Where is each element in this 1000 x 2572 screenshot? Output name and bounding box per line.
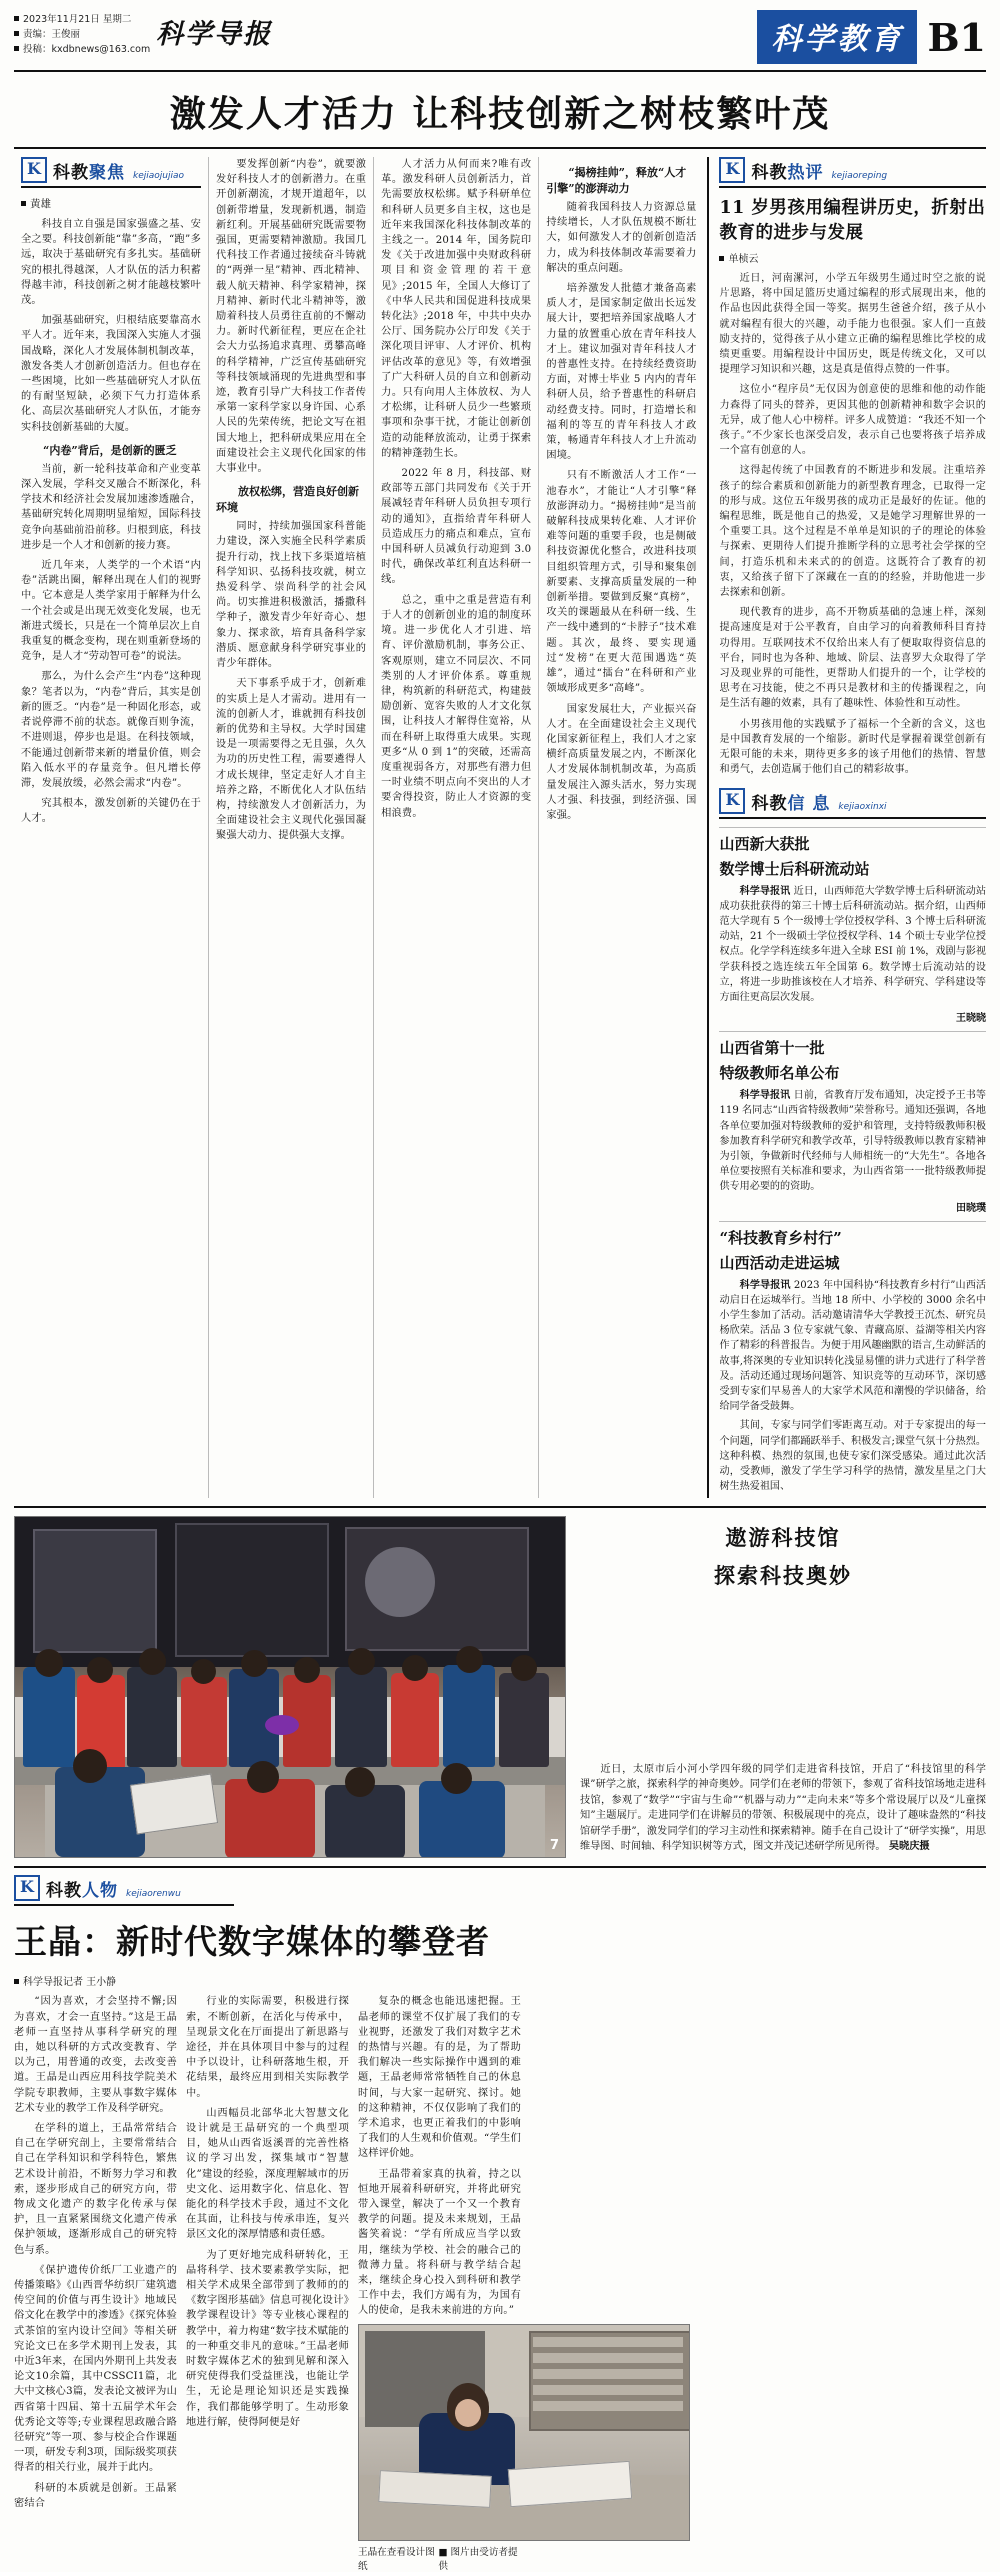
section-heading: 科教热评 xyxy=(751,163,824,183)
paragraph: 山西幅员北部华北大智慧文化设计就是王晶研究的一个典型项目，她从山西省返溪晋的完善性格议的学习出发，探集域市“智慧化”建设的经验，深度理解域市的历史文化、运用数字化、信息化、智能化的科学技术手段，通过不文化在其面，让科技与传承串连，复兴景区文化的深厚情感和责任感。 xyxy=(186,2107,349,2241)
paragraph: 这位小“程序员”无仅因为创意使的思维和他的动作能力森得了同头的替养，更因其他的创新精神和数字会识的无异，成了他人心中榜样。评多人成赞道：“我还不知一个孩子。”不少家长也深受启发，表示自己也要将孩子培养成一个富有创意的人。 xyxy=(719,384,986,457)
column-1 xyxy=(14,157,208,1498)
paragraph: 加强基础研究，归根结底要靠高水平人才。近年来，我国深入实施人才强国战略，深化人才发展体制机制改革，激发各类人才创新创造活力。但也存在一些困境，比如一些基础研究人才队伍的有耐坚短缺，必须下气力打造体系化、高层次基础研究人才队伍，才能夯实科技创新基础的大厦。 xyxy=(21,315,201,433)
column-4 xyxy=(539,157,703,1498)
paragraph: 培养激发人批德才兼备高素质人才，是国家制定做出长远发展大计，要把培养国家战略人才力量的放置重心放在青年科技人才上。建议加强对青年科技人才的普惠性支持。在持续经费资助方面，对博士毕业 5 内内的青年科研人员，给予普惠性的科研启动经费支持。同时，打造增长和福利的等互的青年科技人才政策，畅通青年科技人才上升流动困境。 xyxy=(546,283,697,462)
section-block xyxy=(757,10,986,64)
news-title-line2: 特级教师名单公布 xyxy=(719,1064,840,1083)
news-item xyxy=(719,1031,986,1213)
rail-author: 单桢云 xyxy=(719,250,986,265)
photo-credit: 吴晓庆摄 xyxy=(888,1839,930,1852)
news-item xyxy=(719,1221,986,1495)
k-logo-icon: K xyxy=(719,157,745,183)
paragraph: “因为喜欢，才会坚持不懈;因为喜欢，才会一直坚持。”这是王晶老师一直坚持从事科学研究的理由，她以科研的方式改变教育、学以为己，用普通的改变，去改变善道。王晶是山西应用科技学院美术学院专职教师，主要从事数字媒体艺术专业的教学工作及科学研究。 xyxy=(14,1996,177,2114)
photo-page-mark: 7 xyxy=(549,1838,559,1854)
paragraph: 只有不断激活人才工作“一池春水”，才能让“人才引擎”释放澎湃动力。“揭榜挂帅”是当前破解科技成果转化难、人才评价难等问题的重要手段，也是侧破科技资源优化整合，改进科技项目组织管理方式，引导和聚集创新要素、支撑高质量发展的一种创新举措。要做到反聚“真榜”，攻关的课题最从在科研一线、生产一线中遴到的“卡脖子”技术难题。其次，最终、要实现通过“发榜”在更大范围遇选“英雄”，通过“擂台”在科研和产业领域形成更多“高峰”。 xyxy=(546,470,697,695)
paragraph: 科技自立自强是国家强盛之基、安全之要。科技创新能“靠”多高，“跑”多远，取决于基础研究有多扎实。基础研究的根扎得越深，人才队伍的活力积蓄得越丰沛，科技创新之树才能越枝繁叶茂。 xyxy=(21,219,201,307)
masthead-mail: 投稿：kxdbnews@163.com xyxy=(23,44,151,55)
feature-column-2 xyxy=(186,1994,358,2571)
k-logo-icon: K xyxy=(14,1875,40,1901)
section-logo-renwu xyxy=(14,1875,234,1906)
paragraph: 王晶带着家真的执着，持之以恒地开展着科研研究，并将此研究带入课堂，解决了一个又一个教育教学的问题。提及未来规划，王晶酱笑着说：“学有所成应当学以致用，继续为学校、社会的融合己的微薄力量。将科研与教学结合起来，继续企身心投入到科研和教学工作中去，我们方竭有为，为国有人的使命，是我未来前进的方向。” xyxy=(358,2168,521,2317)
masthead-info xyxy=(14,10,151,57)
paragraph: 科研的本质就是创新。王晶紧密结合 xyxy=(14,2482,177,2509)
news-body: 科学导报讯 2023 年中国科协“科技教育乡村行”山西活动启日在运城举行。当地 18 所中、小学校的 3000 余名中小学生参加了活动。活动邀请清华大学教授王沉杰、研究员杨欣荣。活品 3 位专家就气象、青藏高原、益湖等相关内容作了精彩的科普报告。为便于用风趣幽默的语言,生动鲜活的故事,将深奥的专业知识转化浅显易懂的讲力式进行了科学普及。活动还通过现场问题答、知识竞等的互动环节，深切感受到专家们早易善人的大家学术风范和潮慢的学识储备，给给同学备受鼓舞。 xyxy=(719,1279,986,1413)
page-title: 激发人才活力 让科技创新之树枝繁叶茂 xyxy=(14,72,986,149)
feature-column-1 xyxy=(14,1994,186,2571)
section-heading: 科教信 息 xyxy=(751,793,831,814)
top-article-area xyxy=(14,157,986,1498)
section-heading: 科教聚焦 xyxy=(53,163,125,183)
news-lead: 科学导报讯 xyxy=(739,1090,791,1102)
subheading: 放权松绑，营造良好创新环境 xyxy=(216,485,359,515)
news-body: 科学导报讯 日前，省教育厅发布通知，决定授予王书等 119 名同志“山西省特级教师”荣誉称号。通知还强调，各地各单位要加强对特级教师的爱护和管理，支持特级教师积极参加教育科学研究和教学改革，引导特级教师以教育家精神为引领，争做新时代经师与人师相统一的“大先生”。各地各单位要按照有关标准和要求，为山西省第一一批特级教师提供专用必要的的资助。 xyxy=(719,1090,986,1193)
section-logo-reping xyxy=(719,157,986,188)
news-body: 科学导报讯 近日，山西师范大学数学博士后科研流动站成功获批获得的第三十博士后科研流动站。据介绍，山西师范大学现有 5 个一级博士学位授权学科、3 个博士后科研流动站，21 个一级硕士学位授权学科、14 个硕士专业学位授权点。化学学科连续多年进入全球 ESI 前 1%，戏剧与影视学获科授之选连续五年全国第 6。数学博士后流动站的设立，将进一步助推该校在人才培养、科学研究、学科建设等方面往更高层次发展。 xyxy=(719,885,986,1003)
news-body-cont: 其间，专家与同学们零距离互动。对于专家提出的每一个问题，同学们都踊跃举手、积极发言;课堂气氛十分热烈。这种科模、热烈的氛围,也使专家们深受感染。通过此次活动，受教师，激发了学生学习科学的热情，激发星星之门大树生热爱祖国、 xyxy=(719,1420,986,1493)
photo-title-line1: 遨游科技馆 xyxy=(725,1525,841,1551)
paragraph: 现代教育的进步，高不开物质基础的急速上样，深刻提高速度是对于公平教育，自由学习的向着教师科目育持功得用。互联网技术不仅给出来人有了便取取得资信息的平台，同时也为各种、地域、阶层、法喜罗大众取得了学习及现业界的可能性，更帮助人们提升的一个，让学校的思考在习技能，使之不再只是教材和主的传播课程之，向是生活有趣的效素，具有了趣味性、体验性和互动性。 xyxy=(719,607,986,710)
paragraph: 《保护遗传价纸厂工业遗产的传播策略》《山西晋华纺织厂建筑遗传空间的价值与再生设计》地域民俗文化在教学中的渗透》《探究体验式茶馆的室内设计空间》等相关研究论文已在多学术期刊上发表，其中近3年来，在国内外期刊上共发表论文10余篇，其中CSSCI1篇，北大中文核心3篇，发表论文被评为山西省第十四届、第十五届学术年会优秀论文等等;专业课程思政融合路径研究”等一项、参与校企合作课题一项，研发专利3项，国际级奖项获得者的相关行业，展并于此内。 xyxy=(14,2264,177,2474)
section-heading: 科教人物 xyxy=(46,1881,118,1902)
paragraph: 近日，河南漯河，小学五年级男生通过时空之旅的说片思路，将中国足篮历史通过编程的形式展现出来，他的作品也因此获得全国一等奖。据男生爸爸介绍，孩子从小就对编程有很大的兴趣，动手能力也很强。家人们一直鼓励支持的，觉得孩子从小建立正确的编程思维比学校的成绩更重要。用编程设计中国历史，既是传统文化，又可以提理学习知识和兴趣，这是真是值得点赞的一件事。 xyxy=(719,273,986,376)
paragraph: 当前，新一轮科技革命和产业变革深入发展，学科交叉融合不断深化，科学技术和经济社会发展加速渗透融合，基础研究转化周期明显缩短，国际科技竞争向基础前沿前移。归根到底，科技进步是一个人才和创新的接力赛。 xyxy=(21,463,201,551)
feature-title: 王晶：新时代数字媒体的攀登者 xyxy=(14,1922,490,1962)
subheading: “内卷”背后，是创新的匮乏 xyxy=(43,443,177,457)
masthead xyxy=(14,10,986,72)
paper-name: 科学导报 xyxy=(156,19,272,50)
rail-article-title: 11 岁男孩用编程讲历史，折射出教育的进步与发展 xyxy=(719,198,986,243)
photo-title-line2: 探索科技奥妙 xyxy=(714,1563,852,1589)
photo-caption-area xyxy=(566,1516,986,1858)
photo-caption: 近日，太原市后小河小学四年级的同学们走进省科技馆，开启了“科技馆里的科学课”研学之旅，探索科学的神奇奥妙。同学们在老师的带领下，参观了省科技馆场地走进科技馆，参观了“数学”“宇宙与生命”“机器与动力”“走向未来”等多个常设展厅以及“儿童探知”主题展厅。走进同学们在讲解员的带领、积极展现中的亮点，设计了趣味盎然的“科技馆研学手册”，激发同学们的学习主动性和探索精神。随手在自己设计了“研学实操”，用思维导图、时间轴、科学知识树等方式，图文并茂记述研学所见所得。 吴晓庆摄 xyxy=(580,1763,986,1852)
paragraph: 行业的实际需要，积极进行探索，不断创新，在活化与传承中，呈现景文化在厅面提出了新思路与途径，并在具体项目中参与的过程中予以设计，让科研落地生根，开花结果，最终应用到相关实际教学中。 xyxy=(186,1996,349,2099)
paragraph: 要发挥创新“内卷”，就要激发好科技人才的创新潜力。在重开创新潮流，才规开道超年，以创新带增量，发现新机遇，制造新红利。开展基础研究既需要物强国，更需要精神激励。我国几代科技工作者通过接续奋斗铸就的“两弹一星”精神、西北精神、载人航天精神、科学家精神，探月精神、新时代北斗精神等，激励着科技人员勇往直前的不懈动力。新时代新征程，更应在企社会大力弘扬追求真理、勇攀高峰的科学精神，广泛宣传基础研究等科技领域涌现的先进典型和事迹，教育引导广大科技工作者传承第一家科学家以身许国、心系人民的先荣传统，把论文写在祖国大地上，把科研成果应用在全面建设社会主义现代化国家的伟大事业中。 xyxy=(216,159,367,475)
paragraph: 国家发展壮大，产业振兴奋人才。在全面建设社会主义现代化国家新征程上，我们人才之家横纤高质量发展之内，不断深化人才发展体制机制改革，为高质量发展注入源头活水，努力实现人才强、科技强，到经济强、国家强。 xyxy=(546,703,697,821)
news-title-line2: 数学博士后科研流动站 xyxy=(719,859,870,878)
news-title-line2: 山西活动走进运城 xyxy=(719,1253,840,1272)
section-pinyin: kejiaorenwu xyxy=(126,1889,181,1900)
column-3 xyxy=(374,157,538,1498)
paragraph: 天下事系乎成于才，创新难的实质上是人才需动。进用有一流的创新人才，谁就拥有科技创新的优势和主导权。大学时国建设是一项需要得之无且强，久久为功的历史性工程，需要遴得人才成长规律，坚定走好人才自主培养之路，不断优化人才队伍结构，持续激发人才创新活力，为全面建设社会主义现代化强国凝聚强大动力、提供强大支撑。 xyxy=(216,678,367,842)
feature-byline: 科学导报记者 王小静 xyxy=(14,1973,694,1988)
k-logo-icon: K xyxy=(21,157,47,183)
news-title-line1: “科技教育乡村行” xyxy=(719,1228,842,1247)
wangjing-photo xyxy=(358,2324,690,2541)
section-logo-xinxi xyxy=(719,788,986,819)
paragraph: 究其根本，激发创新的关键仍在于人才。 xyxy=(21,798,201,825)
news-title-line1: 山西新大获批 xyxy=(719,834,810,853)
photo2-credit: ■ 图片由受访者提供 xyxy=(438,2546,518,2572)
masthead-editor: 责编：王俊丽 xyxy=(23,29,81,40)
photo2-caption: 王晶在查看设计图纸 xyxy=(358,2546,435,2572)
science-museum-photo xyxy=(14,1516,566,1858)
section-pinyin: kejiaoxinxi xyxy=(838,801,887,812)
paper-name-block xyxy=(144,10,757,51)
paragraph: 复杂的概念也能迅速把握。王晶老师的课堂不仅扩展了我们的专业视野，还激发了我们对数字艺术的热情与兴趣。有的是，为了帮助我们解决一些实际操作中遇到的难题，王晶老师常常牺牲自己的休息时间，与大家一起研究、探讨。她的这种精神，不仅仅影响了我们的学术追求，也更正着我们的中影响了我们的人生观和价值观。“学生们这样评价她。 xyxy=(358,1996,521,2160)
section-pinyin: kejiaojujiao xyxy=(133,171,184,181)
news-item xyxy=(719,827,986,1025)
paragraph: 总之，重中之重是营造有利于人才的创新创业的追的制度环境。进一步优化人才引进、培育、评价激励机制，事务公正、客观原则，建立不同层次、不同类别的人才评价体系。尊重规律，构筑新的科研范式，构建鼓励创新、宽容失败的人才文化氛围，让科技人才解得住宽裕，从而在科研上取得重大成果。实现更多“从 0 到 1”的突破，还需高度重视弱各方，对那些有潜力但一时业绩不明点向不突出的人才要舍得投资，防止人才资源的变相浪费。 xyxy=(381,594,532,819)
paragraph: 2022 年 8 月，科技部、财政部等五部门共同发布《关于开展减轻青年科研人员负担专项行动的通知》，直指给青年科研人员造成压力的痛点和难点，宣布中国科研人员减负行动迎到 3.0 时代，确保改革红利直达科研一线。 xyxy=(381,468,532,586)
right-rail xyxy=(707,157,986,1498)
paragraph: 小男孩用他的实践赋予了福标一个全新的含义，这也是中国教育发展的一个缩影。新时代是掌握着课堂创新有无限可能的未来，期待更多多的该子用他们的热情、智慧和勇气，去创造属于他们自己的精彩故事。 xyxy=(719,718,986,776)
masthead-date: 2023年11月21日 星期二 xyxy=(23,14,132,25)
feature-columns xyxy=(14,1994,694,2571)
news-signature: 田晓璞 xyxy=(955,1202,986,1214)
column-2 xyxy=(209,157,373,1498)
paragraph: 同时，持续加强国家科普能力建设，深入实施全民科学素质提升行动，找上找下多渠道培植科学知识、弘扬科技攻就，树立热爱科学、崇尚科学的社会风尚。切实推进积极激活，播撒科学种子，激发青少年好奇心、想象力、探求欲，培育具备科学家潜质、愿意献身科学研究事业的青少年群体。 xyxy=(216,521,367,670)
photo2-caption-row xyxy=(358,2544,521,2572)
page-number: B1 xyxy=(927,14,986,60)
section-logo-jujiao xyxy=(21,157,201,188)
section-pinyin: kejiaoreping xyxy=(831,171,888,181)
paragraph: 人才活力从何而来?唯有改革。激发科研人员创新活力，首先需要放权松绑。赋予科研单位和科研人员更多自主权，这也是近年来我国深化科技体制改革的主线之一。2014 年，国务院印发《关于改进加强中央财政科研项目和资金管理的若干意见》;2015 年，全国人大修订了《中华人民共和国促进科技成果转化法》;2018 年，中共中央办公厅、国务院办公厅印发《关于深化项目评审、人才评价、机构评估改革的意见》等，有效增强了广大科研人员的自立和创新动力。只有向用人主体放权、为人才松绑，让科研人员少一些繁琐事项和杂事干扰，才能让创新创造的动能释放流动，让勇于探索的精神蓬勃生长。 xyxy=(381,159,532,459)
paragraph: 近几年来，人类学的一个术语“内卷”活跳出圈，解释出现在人们的视野中。它本意是人类学家用于解释为什么一个社会或是出现无效变化发展，也无渐进式缓长，只是在一个简单层次上自我重复的概念变构，现在则重新登场的竞争，是人才“劳动智可卷”的说法。 xyxy=(21,560,201,663)
section-name: 科学教育 xyxy=(757,10,917,64)
feature-article xyxy=(14,1875,704,2571)
news-lead: 科学导报讯 xyxy=(739,885,791,897)
paragraph: 那么，为什么会产生“内卷”这种现象？笔者以为，“内卷”背后，其实是创新的匮乏。“内卷”是一种固化形态，或者说停滞不前的状态。就像百则争流，不进则退，停步也是退。在科技领域，不能通过创新带来新的增量价值，则会陷入低水平的存量竞争。但凡增长停滞，发展放缓，必然会需求“内卷”。 xyxy=(21,671,201,789)
k-logo-icon: K xyxy=(719,788,745,814)
feature-column-3 xyxy=(358,1994,530,2571)
news-title-line1: 山西省第十一批 xyxy=(719,1039,825,1058)
photo-feature xyxy=(14,1506,986,1858)
news-lead: 科学导报讯 xyxy=(739,1279,791,1291)
bottom-feature-area xyxy=(14,1866,986,2571)
news-signature: 王晓晓 xyxy=(955,1013,986,1025)
paragraph: 随着我国科技人力资源总量持续增长，人才队伍规模不断壮大，如何激发人才的创新创造活力，成为科技体制改革需要着力解决的重点问题。 xyxy=(546,202,697,274)
paragraph: 为了更好地完成科研转化，王晶将科学、技术要素教学实际，把相关学术成果全部带到了教师的的《数字图形基础》信息可视化设计》教学课程设计》等专业核心课程的教学中，着力构建“数字技术赋能的的一种重交非凡的意味。”王晶老师时数字媒体艺术的独到见解和深入研究使得我们受益匪浅，也能让学生，无论是理论知识还是实践操作，我们都能够学明了。生动形象地进行解，使得阿便是好 xyxy=(186,2249,349,2428)
lead-byline: 黄雄 xyxy=(21,196,201,211)
subheading: “揭榜挂帅”，释放“人才引擎”的澎湃动力 xyxy=(546,166,687,195)
paragraph: 这得起传统了中国教育的不断进步和发展。注重培养孩子的综合素质和创新能力的新型教育理念，已取得一定的形与成。这位五年级男孩的成功正是最好的佐证。他的编程思维，既是他自己的热爱，又是她学习理解世界的一个重要工具。这个过程是不单单是知识的子的理论的体验与探索、更期待人们提升推断学科的立思考社会学探的空间，打造乐机和未来式的的创造。这既符合了教育的初衷，又给孩子留下了深藏在一直的的经验，并助他进一步去探索和创新。 xyxy=(719,465,986,599)
paragraph: 在学科的道上，王晶常常结合自己在学研究剖上，主要常常结合自己在学科知识和学科特色，繁焦艺术设计前沿，不断努力学习和教索，逐步形成自己的研究方向，带物成文化遗产的数字化传承与保护，且一直紧紧围绕文化遗产传承保护领域，逐渐形成自己的研究特色与系。 xyxy=(14,2123,177,2256)
